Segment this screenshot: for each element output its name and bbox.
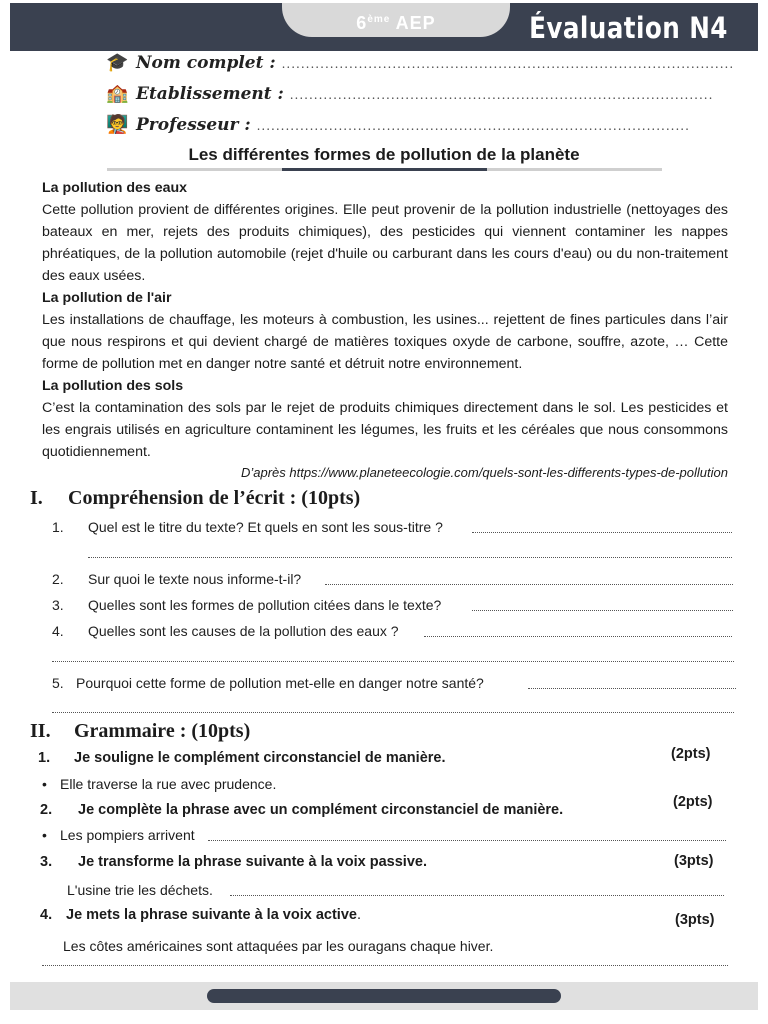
answer-line[interactable] <box>325 584 733 585</box>
grammar-item-1-instruction <box>38 750 446 766</box>
question-text: Quelles sont les causes de la pollution des eaux ? <box>88 623 399 639</box>
field-dots: .............................................................................................. <box>281 57 735 71</box>
text-section-eaux <box>42 177 728 463</box>
field-nom-complet[interactable] <box>106 52 734 73</box>
section-grammaire-heading <box>30 720 250 743</box>
points-badge: (3pts) <box>675 912 715 928</box>
answer-line[interactable] <box>472 610 733 611</box>
field-professeur[interactable] <box>106 114 690 135</box>
answer-line[interactable] <box>52 661 734 662</box>
grammar-item-3-sentence: L'usine trie les déchets. <box>67 882 213 898</box>
subheading-sols: La pollution des sols <box>42 378 184 394</box>
paragraph-sols: C’est la contamination des sols par le rejet de produits chimiques directement dans le sol. Les pesticides et les engrais utilisés en agriculture contaminent les légumes, les fruits et les céréales que nous consommons quotidiennement. <box>42 400 728 460</box>
paragraph-air: Les installations de chauffage, les moteurs à combustion, les usines... rejettent de fines particules dans l’air que nous respirons et qui devient chargé de matières toxiques oxyde de carbone, souffre, azote, … Cette forme de pollution met en danger notre santé et détruit notre environnement. <box>42 312 728 372</box>
sentence-text: Elle traverse la rue avec prudence. <box>60 776 277 792</box>
question-text: Quelles sont les formes de pollution citées dans le texte? <box>88 597 442 613</box>
field-sep: : <box>263 53 276 73</box>
item-instruction: Je souligne le complément circonstanciel de manière. <box>74 750 446 766</box>
header-bar <box>10 3 758 51</box>
answer-line[interactable] <box>208 840 726 841</box>
section-number: II. <box>30 720 51 742</box>
grade-sup: ème <box>367 14 391 25</box>
teacher-board-icon: 🧑‍🏫 <box>106 114 129 135</box>
grammar-item-4-sentence: Les côtes américaines sont attaquées par les ouragans chaque hiver. <box>63 938 494 954</box>
question-2 <box>52 571 301 587</box>
answer-line[interactable] <box>88 557 732 558</box>
grade-suffix: AEP <box>395 13 436 33</box>
question-1 <box>52 519 443 535</box>
question-text: Pourquoi cette forme de pollution met-elle en danger notre santé? <box>76 675 484 691</box>
answer-line[interactable] <box>52 712 734 713</box>
item-number: 4. <box>40 907 53 923</box>
question-number: 4. <box>52 623 64 639</box>
evaluation-title: Évaluation N4 <box>529 11 728 45</box>
question-number: 5. <box>52 675 64 691</box>
section-title: Compréhension de l’écrit : (10pts) <box>68 487 361 509</box>
item-instruction: Je complète la phrase avec un complément circonstanciel de manière. <box>78 802 564 818</box>
question-4 <box>52 623 399 639</box>
question-number: 1. <box>52 519 64 535</box>
grammar-item-4-instruction <box>40 907 361 923</box>
field-sep: : <box>238 115 251 135</box>
sentence-text: Les pompiers arrivent <box>60 827 195 843</box>
question-text: Sur quoi le texte nous informe-t-il? <box>88 571 302 587</box>
source-citation: D’après https://www.planeteecologie.com/quels-sont-les-differents-types-de-pollution <box>240 465 728 480</box>
grammar-item-1-sentence[interactable] <box>42 776 276 792</box>
grammar-item-3-instruction <box>40 854 427 870</box>
item-number: 2. <box>40 802 53 818</box>
grammar-item-2-sentence <box>42 827 195 843</box>
document-title: Les différentes formes de pollution de la planète <box>188 145 580 164</box>
school-building-icon: 🏫 <box>106 83 129 104</box>
field-dots: ........................................................................................ <box>289 88 714 102</box>
grammar-item-2-instruction <box>40 802 563 818</box>
grade-label <box>356 13 435 33</box>
answer-line[interactable] <box>42 965 728 966</box>
section-title: Grammaire : (10pts) <box>74 720 251 742</box>
footer-pill <box>207 989 561 1003</box>
points-badge: (2pts) <box>671 746 711 762</box>
subheading-air: La pollution de l'air <box>42 290 172 306</box>
subheading-eaux: La pollution des eaux <box>42 180 188 196</box>
question-number: 3. <box>52 597 64 613</box>
grade-number: 6 <box>356 13 368 33</box>
item-instruction-end: . <box>356 907 361 923</box>
bullet: • <box>42 827 47 843</box>
field-dots: .......................................................................................... <box>256 119 690 133</box>
answer-line[interactable] <box>230 895 724 896</box>
field-label-nom: Nom complet <box>136 53 264 73</box>
answer-line[interactable] <box>472 532 732 533</box>
field-label-etablissement: Etablissement <box>136 84 272 104</box>
item-number: 1. <box>38 750 51 766</box>
points-badge: (2pts) <box>673 794 713 810</box>
answer-line[interactable] <box>528 688 736 689</box>
section-comprehension-heading <box>30 487 360 510</box>
paragraph-eaux: Cette pollution provient de différentes origines. Elle peut provenir de la pollution industrielle (nettoyages des bateaux en mer, rejets des produits chimiques), des pesticides qui viennent contaminer les nappes phréatiques, de la pollution automobile (rejet d'huile ou carburant dans les cours d'eau) ou du non-traitement des eaux usées. <box>42 202 728 284</box>
item-number: 3. <box>40 854 53 870</box>
grade-tab <box>282 3 510 37</box>
question-3 <box>52 597 441 613</box>
answer-line[interactable] <box>424 636 732 637</box>
field-label-professeur: Professeur <box>136 115 239 135</box>
question-text: Quel est le titre du texte? Et quels en sont les sous-titre ? <box>88 519 443 535</box>
question-number: 2. <box>52 571 64 587</box>
item-instruction: Je mets la phrase suivante à la voix active <box>66 907 357 923</box>
question-5 <box>52 675 484 691</box>
points-badge: (3pts) <box>674 853 714 869</box>
section-number: I. <box>30 487 43 509</box>
field-sep: : <box>271 84 284 104</box>
item-instruction: Je transforme la phrase suivante à la voix passive. <box>78 854 427 870</box>
bullet: • <box>42 776 47 792</box>
field-etablissement[interactable] <box>106 83 713 104</box>
title-underline-accent <box>282 168 487 171</box>
graduate-icon: 🎓 <box>106 52 129 73</box>
